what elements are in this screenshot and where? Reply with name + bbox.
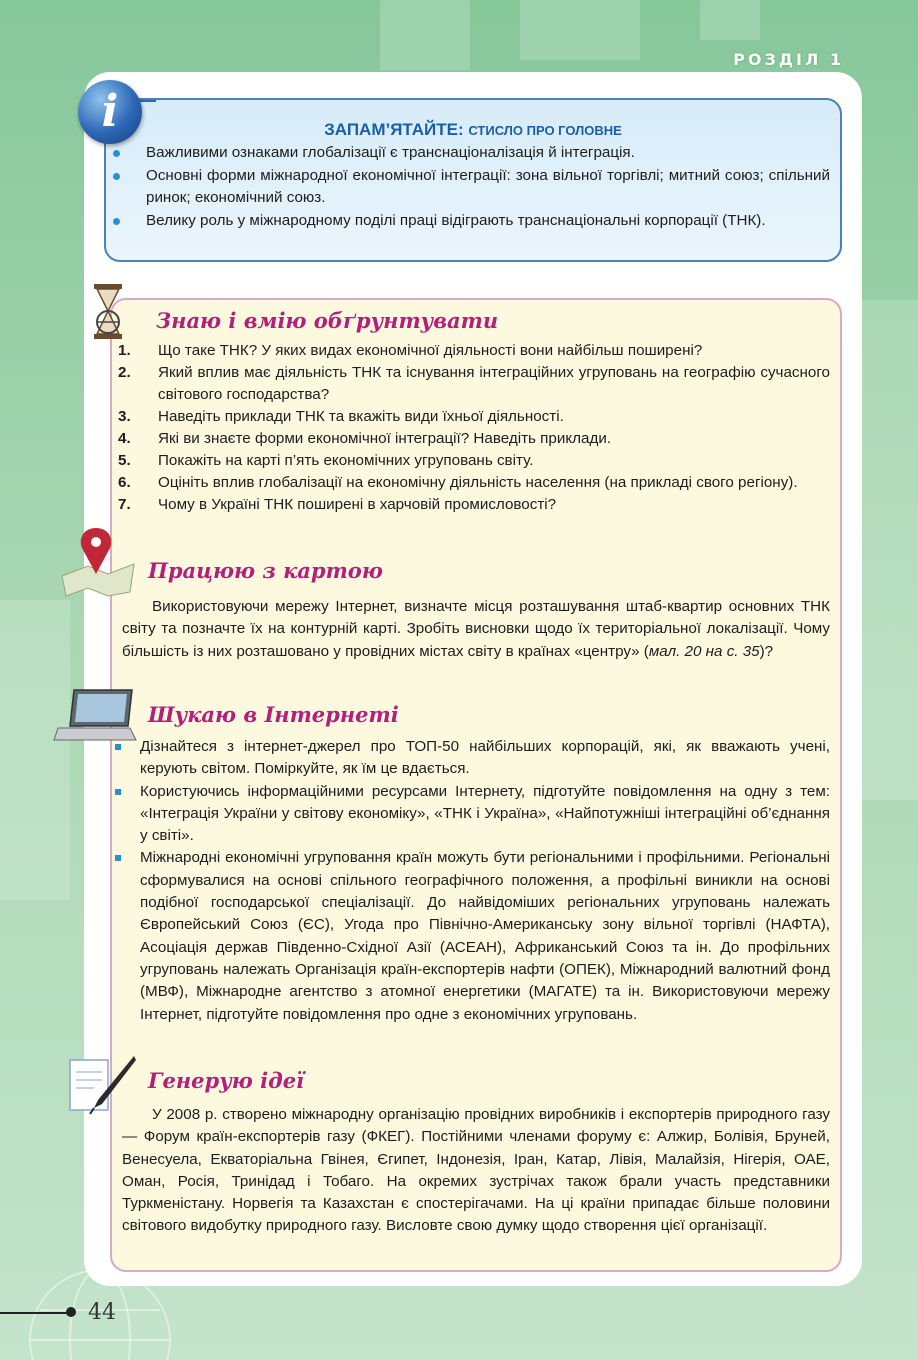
map-text-main: Використовуючи мережу Інтернет, визначте місця розташування штаб-квартир основних ТНК світу та позначте їх на контурній карті. Зробіть висновки щодо їх територіальної локалізації. Чому більшість із них розташовано у провідних містах світу в країнах «центру» ( [122, 598, 830, 660]
internet-item: Міжнародні економічні угруповання країн можуть бути регіональними і профільними. Регіональні сформувалися на основі спільного географічного положення, а профільні виникли на основі подібної господарської спеціалізації. До найвідоміших регіональних угруповань належать Європейський Союз (ЄС), Угода про Північно-Американську зону вільної торгівлі (НАФТА), Асоціація держав Південно-Східної Азії (АСЕАН), Африканський Союз та ін. До профільних угруповань належать Організація країн-експортерів нафти (ОПЕК), Міжнародний валютний фонд (МВФ), Міжнародне агентство з атомної енергетики (МАГАТЕ) та ін. Використовуючи мережу Інтернет, підготуйте повідомлення про одне з економічних угруповань. [118, 847, 830, 1025]
item-text: Що таке ТНК? У яких видах економічної діяльності вони найбільш поширені? [158, 342, 703, 359]
section-badge: РОЗДІЛ 1 [733, 50, 844, 69]
item-text: Оцініть вплив глобалізації на економічну діяльність населення (на прикладі свого регіону). [158, 474, 798, 491]
know-heading: Знаю і вмію обґрунтувати [156, 308, 499, 333]
remember-subtitle: СТИСЛО ПРО ГОЛОВНЕ [468, 123, 622, 138]
remember-item: Велику роль у міжнародному поділі праці відіграють транснаціональні корпорації (ТНК). [118, 210, 830, 233]
item-number: 6. [118, 474, 131, 491]
know-item [118, 362, 830, 406]
map-text [122, 596, 830, 663]
map-pin-icon [58, 522, 138, 598]
internet-list [118, 736, 830, 1026]
info-icon: i [78, 80, 142, 144]
internet-item: Дізнайтеся з інтернет-джерел про ТОП-50 найбільших корпорацій, які, як вважають учені, керують світом. Поміркуйте, як їм це вдається. [118, 736, 830, 781]
item-number: 3. [118, 408, 131, 425]
know-list [118, 340, 830, 516]
item-text: Покажіть на карті п’ять економічних угруповань світу. [158, 452, 534, 469]
remember-item: Важливими ознаками глобалізації є транснаціоналізація й інтеграція. [118, 142, 830, 165]
know-item [118, 340, 830, 362]
ideas-heading: Генерую ідеї [148, 1068, 305, 1093]
remember-list [118, 142, 830, 232]
know-item [118, 428, 830, 450]
page-number: 44 [88, 1300, 116, 1325]
map-heading: Працюю з картою [148, 558, 383, 583]
page-number-line [0, 1312, 70, 1314]
map-figure-reference: мал. 20 на с. 35 [648, 642, 760, 660]
item-number: 5. [118, 452, 131, 469]
remember-item: Основні форми міжнародної економічної інтеграції: зона вільної торгівлі; митний союз; спільний ринок; економічний союз. [118, 165, 830, 210]
internet-heading: Шукаю в Інтернеті [148, 702, 399, 727]
info-connector [140, 100, 156, 102]
map-text-end: )? [759, 642, 774, 660]
item-text: Який вплив має діяльність ТНК та існування інтеграційних угруповань на географію сучасного світового господарства? [158, 364, 830, 403]
ideas-text: У 2008 р. створено міжнародну організацію провідних виробників і експортерів природного газу — Форум країн-експортерів газу (ФКЕГ). Постійними членами форуму є: Алжир, Болівія, Бруней, Венесуела, Екваторіальна Гвінея, Єгипет, Індонезія, Іран, Катар, Лівія, Малайзія, Нігерія, ОАЕ, Оман, Росія, Тринідад і Тобаго. На окремих зустрічах також брали участь представники Туркменістану. Норвегія та Казахстан є спостерігачами. На ці країни припадає більше половини світового видобутку природного газу. Висловте свою думку щодо створення цієї організації. [122, 1106, 830, 1235]
item-number: 1. [118, 342, 131, 359]
hourglass-compass-icon [84, 282, 132, 346]
item-text: Які ви знаєте форми економічної інтеграції? Наведіть приклади. [158, 430, 612, 447]
know-item [118, 472, 830, 494]
know-item [118, 450, 830, 472]
item-number: 7. [118, 496, 131, 513]
item-text: Наведіть приклади ТНК та вкажіть види їхньої діяльності. [158, 408, 564, 425]
item-number: 2. [118, 364, 131, 381]
internet-item: Користуючись інформаційними ресурсами Інтернету, підготуйте повідомлення на одну з тем: «Інтеграція України у світову економіку», «ТНК і Україна», «Найпотужніші інтеграційні об’єднання у світі». [118, 781, 830, 848]
item-text: Чому в Україні ТНК поширені в харчовій промисловості? [158, 496, 557, 513]
item-number: 4. [118, 430, 131, 447]
know-item [118, 406, 830, 428]
know-item [118, 494, 830, 516]
page-number-dot [66, 1307, 76, 1317]
remember-title [104, 120, 842, 140]
remember-title-main: ЗАПАМ’ЯТАЙТЕ: [324, 120, 464, 139]
